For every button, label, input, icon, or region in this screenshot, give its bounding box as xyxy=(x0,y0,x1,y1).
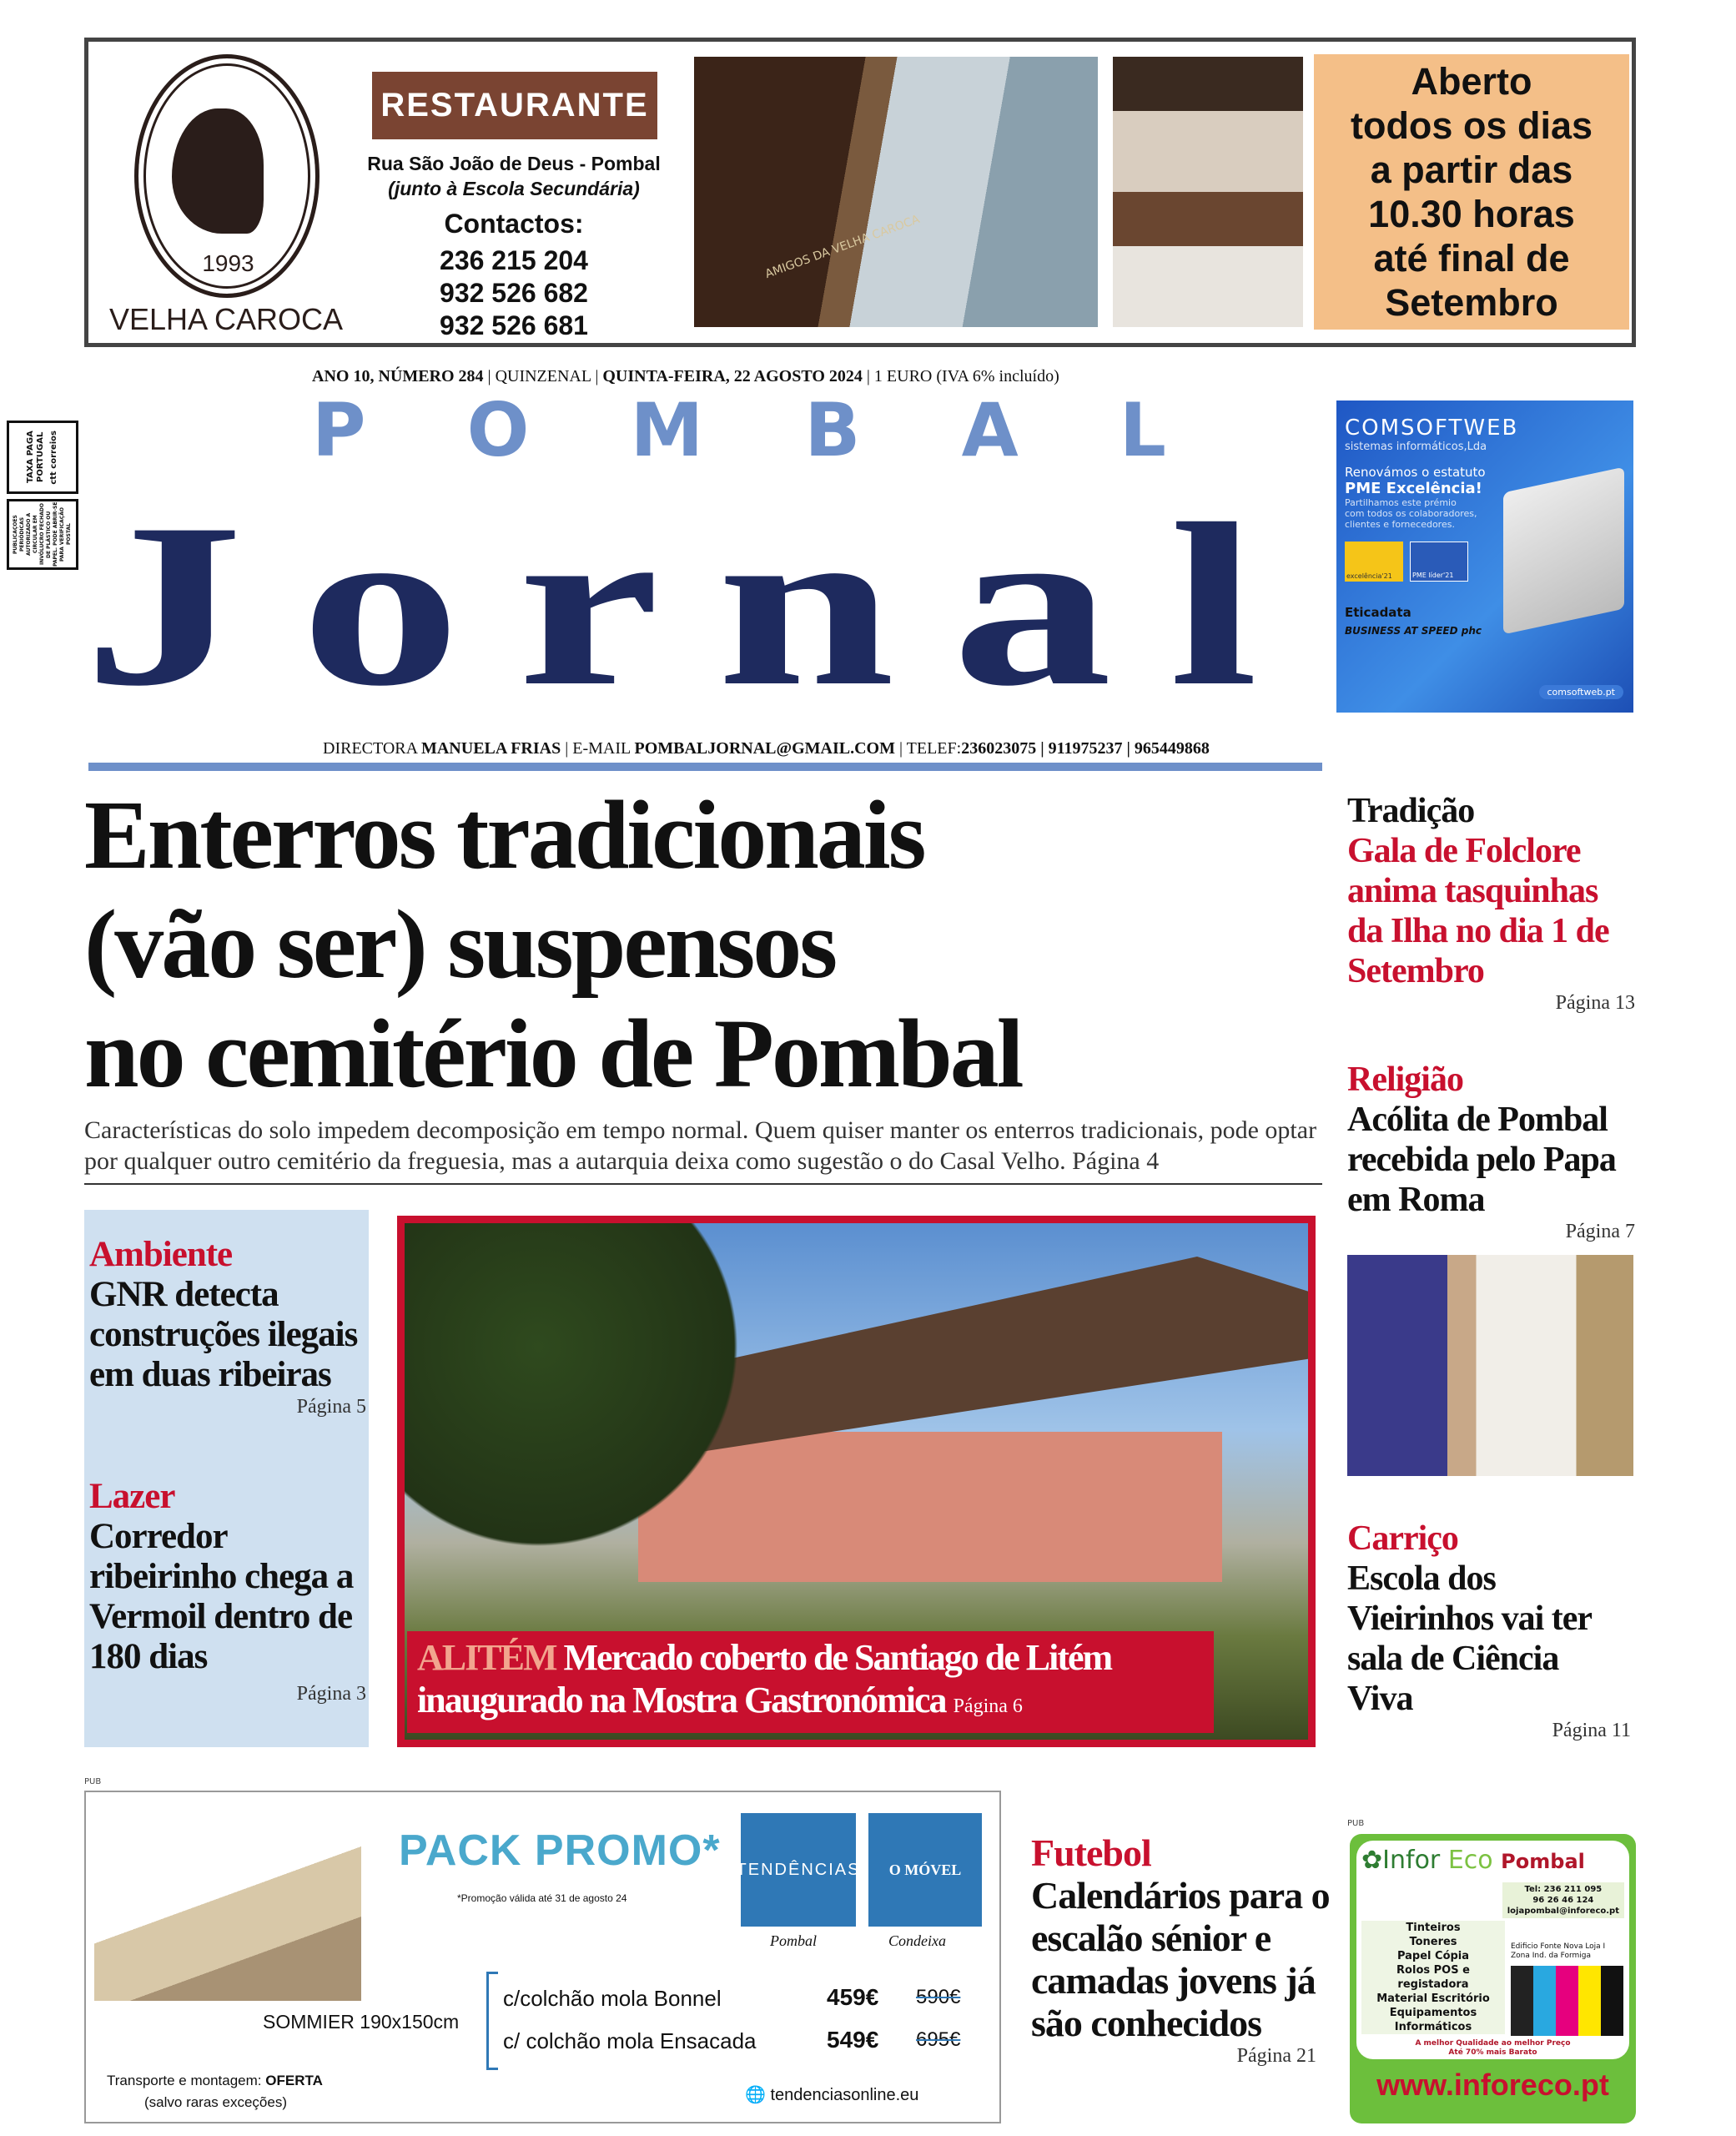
sommier-image xyxy=(94,1817,361,2001)
restaurant-interior-photo xyxy=(1113,57,1303,327)
store-location: Condeixa xyxy=(888,1932,946,1949)
postage-paid-badge xyxy=(7,421,78,494)
pub-label: PUB xyxy=(1347,1819,1365,1828)
opening-hours xyxy=(1314,54,1629,330)
product-name: SOMMIER 190x150cm xyxy=(263,2011,460,2033)
logo-year: 1993 xyxy=(202,250,254,276)
contacts-label: Contactos: xyxy=(444,209,584,239)
story-title: Corredor ribeirinho chega a Vermoil dentro de 180 dias xyxy=(89,1517,354,1676)
transport-note: (salvo raras exceções) xyxy=(144,2094,288,2110)
hours-line: Aberto xyxy=(1411,60,1532,103)
lead-headline[interactable]: Enterros tradicionais (vão ser) suspensos no cemitério de Pombal xyxy=(84,780,1022,1108)
item-price: 549€ xyxy=(827,2027,879,2053)
old-price: 695€ xyxy=(916,2028,961,2051)
hours-line: até final de xyxy=(1373,237,1570,280)
story-title: Calendários para o escalão sénior e camadas jovens já são conhecidos xyxy=(1031,1874,1330,2044)
address-note: (junto à Escola Secundária) xyxy=(388,178,640,199)
page-ref: Página 5 xyxy=(296,1396,366,1418)
phone: 932 526 681 xyxy=(440,310,588,340)
eticadata-logo: Eticadata xyxy=(1345,605,1411,620)
restaurant-terrace-photo xyxy=(694,57,1098,327)
recycle-icon: ✿ xyxy=(1361,1846,1383,1875)
pub-label: PUB xyxy=(84,1777,102,1786)
story-kicker: Tradição xyxy=(1347,792,1475,830)
promo-note: *Promoção válida até 31 de agosto 24 xyxy=(457,1892,627,1904)
story-kicker: Futebol xyxy=(1031,1831,1151,1874)
hours-line: 10.30 horas xyxy=(1368,193,1575,235)
page-ref: Página 21 xyxy=(1236,2045,1316,2067)
story-lazer[interactable] xyxy=(89,1477,366,1705)
url-link[interactable]: comsoftweb.pt xyxy=(1539,685,1624,699)
photo-caption[interactable] xyxy=(407,1631,1214,1733)
ad-line: Renovámos o estatuto xyxy=(1345,465,1486,480)
photo-sign: AMIGOS DA VELHA CAROCA xyxy=(763,213,922,281)
ctt-logo: ctt correios xyxy=(49,430,58,485)
issue-meta: ANO 10, NÚMERO 284 | QUINZENAL | QUINTA-FEIRA, 22 AGOSTO 2024 | 1 EURO (IVA 6% incluído) xyxy=(312,367,1059,385)
story-carrico[interactable] xyxy=(1347,1519,1631,1742)
restaurant-label: RESTAURANTE xyxy=(372,72,657,139)
url-link[interactable]: www.inforeco.pt xyxy=(1376,2068,1609,2102)
story-kicker: Religião xyxy=(1347,1060,1463,1099)
page-ref: Página 11 xyxy=(1552,1720,1631,1741)
story-religiao[interactable] xyxy=(1347,1060,1635,1243)
promo-title: PACK PROMO* xyxy=(399,1826,721,1875)
page-ref: Página 7 xyxy=(1565,1221,1635,1242)
comsoftweb-ad[interactable] xyxy=(1336,400,1633,713)
story-title: GNR detecta construções ilegais em duas ribeiras xyxy=(89,1275,358,1394)
story-tradicao[interactable] xyxy=(1347,791,1635,1015)
inforeco-ad[interactable]: ✿Infor Eco Pombal Tel: 236 211 095 96 26 46 124 lojapombal@inforeco.pt Tinteiros Toneres Papel Cópia Rolos POS e registadora Material Escritório Equipamentos Informáticos Edificio Fonte Nova Loja I Zona Ind. da Formiga A melhor Qualidade ao melhor Preço Até 70% mais Barato www.inforeco.pt xyxy=(1350,1834,1636,2123)
page-ref: Página 13 xyxy=(1555,992,1635,1014)
address: Rua São João de Deus - Pombal xyxy=(367,153,661,174)
item-name: c/colchão mola Bonnel xyxy=(503,1986,722,2011)
restaurant-ad[interactable] xyxy=(84,38,1636,347)
story-futebol[interactable] xyxy=(1031,1831,1331,2068)
silhouette-icon xyxy=(172,108,264,234)
logo-name: VELHA CAROCA xyxy=(108,302,344,336)
masthead-rule xyxy=(88,763,1322,771)
hours-line: Setembro xyxy=(1385,281,1558,324)
left-sidebar-box xyxy=(84,1210,369,1747)
badge-text: TAXA PAGA PORTUGAL xyxy=(26,431,45,484)
ink-cartridges-image xyxy=(1511,1966,1623,2036)
product-list: Tinteiros Toneres Papel Cópia Rolos POS e registadora Material Escritório Equipamentos Informáticos xyxy=(1361,1921,1505,2034)
story-ambiente[interactable] xyxy=(89,1235,366,1418)
page-ref: Página 6 xyxy=(953,1695,1023,1717)
caption-title: Mercado coberto de Santiago de Litém inaugurado na Mostra Gastronómica xyxy=(417,1637,1112,1720)
store-location: Pombal xyxy=(770,1932,817,1949)
globe-icon: 🌐 xyxy=(745,2086,766,2104)
ad-line: PME Excelência! xyxy=(1345,480,1482,497)
divider xyxy=(84,1183,1322,1185)
story-title: Acólita de Pombal recebida pelo Papa em Roma xyxy=(1347,1101,1616,1219)
hours-line: todos os dias xyxy=(1350,104,1593,147)
phc-logo: BUSINESS AT SPEED phc xyxy=(1345,625,1482,637)
old-price: 590€ xyxy=(916,1986,961,2008)
phone: 236 215 204 xyxy=(440,245,588,275)
tendencias-ad[interactable] xyxy=(84,1791,1001,2123)
badge-text: PUBLICAÇÕES PERIÓDICAS AUTORIZADO A CIRCULAR EM INVÓLUCRO FECHADO DE PLÁSTICO OU PAPEL. PODE ABRIR-SE PARA VERIFICAÇÃO POSTAL xyxy=(13,501,72,567)
masthead-title: Jornal xyxy=(83,475,1316,734)
story-kicker: Carriço xyxy=(1347,1519,1458,1558)
story-kicker: Ambiente xyxy=(89,1235,233,1274)
masthead-contacts: DIRECTORA MANUELA FRIAS | E-MAIL POMBALJORNAL@GMAIL.COM | TELEF:236023075 | 911975237 | 965449868 xyxy=(323,739,1210,758)
item-name: c/ colchão mola Ensacada xyxy=(503,2028,757,2053)
ad-line: Partilhamos este prémio com todos os colaboradores, clientes e fornecedores. xyxy=(1345,497,1477,530)
pope-photo xyxy=(1347,1255,1633,1476)
tree xyxy=(397,1216,788,1557)
masthead-pombal: P O M B A L xyxy=(312,387,1166,473)
url-link[interactable]: tendenciasonline.eu xyxy=(770,2086,919,2104)
story-title: Escola dos Vieirinhos vai ter sala de Ciência Viva xyxy=(1347,1559,1592,1718)
story-title: Gala de Folclore anima tasquinhas da Ilha no dia 1 de Setembro xyxy=(1347,832,1609,990)
hours-line: a partir das xyxy=(1370,149,1573,191)
pme-excelencia-badge: excelência'21 xyxy=(1345,542,1403,582)
bracket xyxy=(486,1972,498,2070)
item-price: 459€ xyxy=(827,1984,879,2010)
periodicals-badge xyxy=(7,499,78,570)
transport-offer: OFERTA xyxy=(265,2073,323,2088)
caption-kicker: ALITÉM xyxy=(417,1637,556,1678)
brand-sub: sistemas informáticos,Lda xyxy=(1345,441,1487,453)
phone: 932 526 682 xyxy=(440,278,588,308)
pme-lider-badge: PME líder'21 xyxy=(1410,542,1468,582)
story-kicker: Lazer xyxy=(89,1477,175,1516)
laptop-image xyxy=(1503,467,1624,635)
lead-deck: Características do solo impedem decomposição em tempo normal. Quem quiser manter os enterros tradicionais, pode optar por qualquer outro cemitério da freguesia, mas a autarquia deixa como sugestão o do Casal Velho. Página 4 xyxy=(84,1116,1317,1175)
tendencias-logo: TENDÊNCIAS xyxy=(741,1813,856,1927)
transport-text: Transporte e montagem: xyxy=(107,2073,262,2088)
page-ref: Página 3 xyxy=(296,1683,366,1705)
brand: COMSOFTWEB xyxy=(1345,416,1519,441)
omovel-logo: O MÓVEL xyxy=(868,1813,982,1927)
